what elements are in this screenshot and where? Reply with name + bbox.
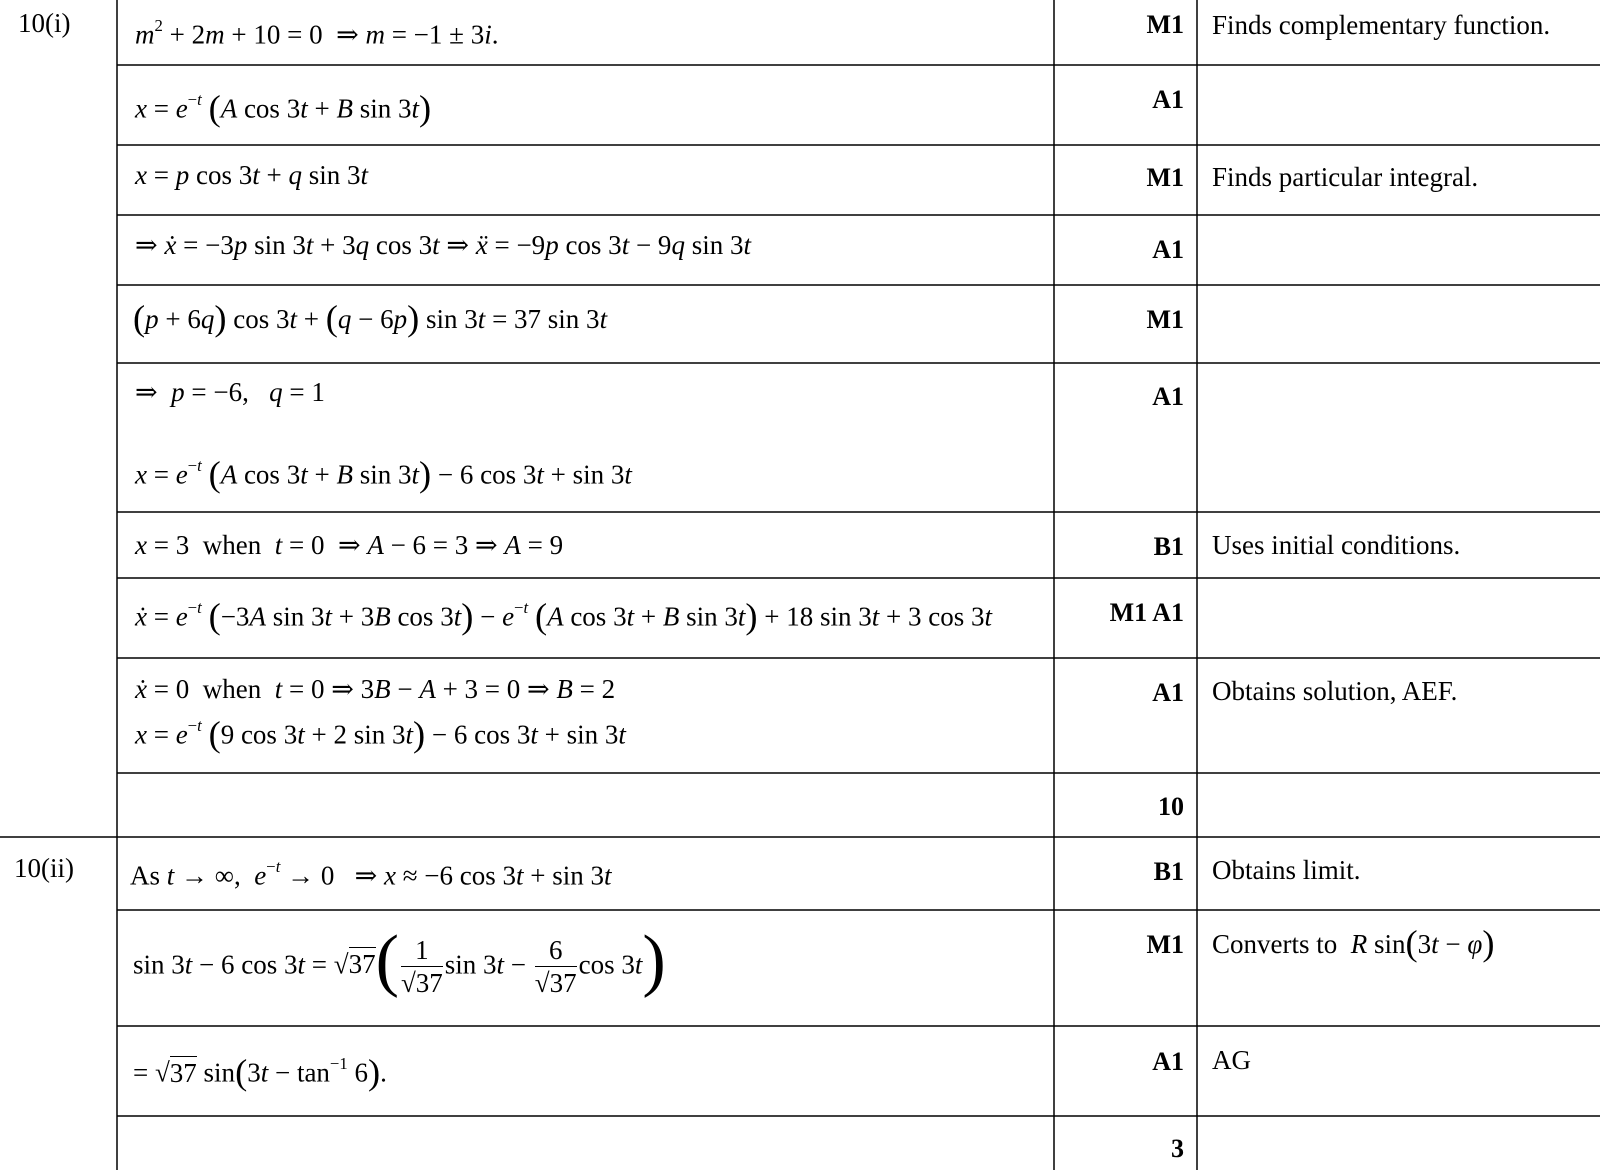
answer-step: $x = e^{-t}$ (9 cos 3t + 2 sin 3t) − 6 cos 3t + sin 3t [135,713,626,754]
mark-code: A1 [1152,678,1184,707]
answer-step: ⇒ p = −6, q = 1 [135,377,325,407]
guidance-note: Obtains solution, AEF. [1212,676,1458,706]
mark-code: B1 [1153,857,1184,886]
mark-code: M1 A1 [1109,598,1184,627]
answer-step: (p + 6q) cos 3t + (q − 6p) sin 3t = 37 sin 3t [133,298,608,338]
answer-step: sin 3t − 6 cos 3t = √37( $\frac{1}{√37}$ sin 3t − $\frac{6}{√37}$ cos 3t) [133,921,666,1000]
mark-code: A1 [1152,85,1184,114]
answer-step: x = 3 when t = 0 ⇒ A − 6 = 3 ⇒ A = 9 [135,530,564,560]
mark-code: M1 [1146,10,1184,39]
answer-step: = √37 $\sin(3t - \tan^{-1} 6)$. [133,1051,387,1092]
total-marks: 3 [1171,1134,1184,1163]
mark-code: A1 [1152,1047,1184,1076]
answer-step: As t → ∞, $e^{-t} \to 0$ ⇒ x ≈ −6 cos 3t + sin 3t [130,857,612,891]
question-number: 10(i) [18,8,71,38]
mark-code: B1 [1153,532,1184,561]
total-marks: 10 [1158,792,1184,821]
answer-step: $m^2 + 2m + 10 = 0$ ⇒ m = −1 ± 3i. [135,16,499,50]
guidance-note: Obtains limit. [1212,855,1361,885]
mark-code: A1 [1152,235,1184,264]
mark-code: M1 [1146,930,1184,959]
mark-code: M1 [1146,305,1184,334]
answer-step: ẋ = 0 when t = 0 ⇒ 3B − A + 3 = 0 ⇒ B = 2 [135,674,616,704]
guidance-note: Finds particular integral. [1212,162,1479,192]
answer-step: ⇒ ẋ = −3p sin 3t + 3q cos 3t ⇒ ẍ = −9p cos 3t − 9q sin 3t [135,230,751,260]
answer-step: $x = e^{-t}$ (A cos 3t + B sin 3t) [135,87,432,128]
answer-step: x = p cos 3t + q sin 3t [135,160,368,190]
guidance-note: AG [1212,1045,1251,1075]
answer-step: $x = e^{-t}$ (A cos 3t + B sin 3t) − 6 cos 3t + sin 3t [135,453,632,494]
mark-code: A1 [1152,382,1184,411]
question-number: 10(ii) [14,853,74,883]
answer-step: ẋ = $e^{-t}$ (−3A sin 3t + 3B $\cos 3t) - e^{-t}$ (A cos 3t + B sin 3t) + 18 sin 3t + 3 cos 3t [135,595,992,636]
guidance-note: Finds complementary function. [1212,10,1551,40]
guidance-note: Uses initial conditions. [1212,530,1461,560]
mark-code: M1 [1146,163,1184,192]
guidance-note: Converts to R sin(3t − φ) [1212,923,1495,963]
